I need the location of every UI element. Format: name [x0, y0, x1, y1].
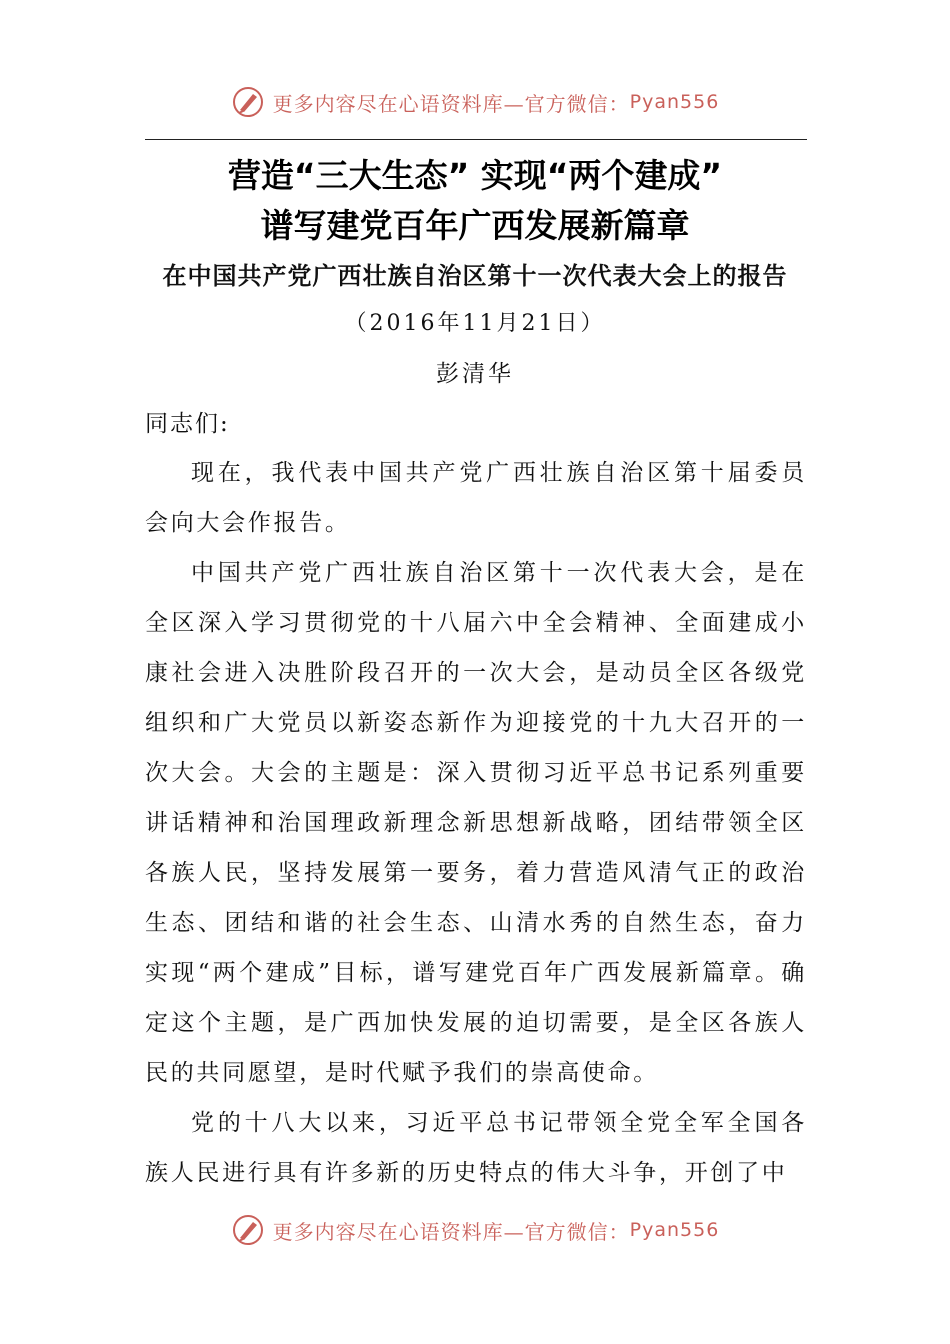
watermark-footer — [0, 1210, 950, 1250]
paragraph: 党的十八大以来，习近平总书记带领全党全军全国各族人民进行具有许多新的历史特点的伟大斗争，开创了中 — [145, 1110, 807, 1186]
paragraph: 中国共产党广西壮族自治区第十一次代表大会，是在全区深入学习贯彻党的十八届六中全会精神、全面建成小康社会进入决胜阶段召开的一次大会，是动员全区各级党组织和广大党员以新姿态新作为迎接党的十九大召开的一次大会。大会的主题是：深入贯彻习近平总书记系列重要讲话精神和治国理政新理念新思想新战略，团结带领全区各族人民，坚持发展第一要务，着力营造风清气正的政治生态、团结和谐的社会生态、山清水秀的自然生态，奋力实现“两个建成”目标，谱写建党百年广西发展新篇章。确定这个主题，是广西加快发展的迫切需要，是全区各族人民的共同愿望，是时代赋予我们的崇高使命。 — [145, 560, 807, 1086]
greeting: 同志们: — [145, 411, 230, 437]
pen-logo-icon — [231, 1213, 265, 1247]
watermark-header — [0, 82, 950, 122]
watermark-handle: Pyan556 — [629, 1219, 720, 1241]
header-divider — [145, 139, 807, 140]
author: 彭清华 — [436, 361, 514, 387]
watermark-text: 更多内容尽在心语资料库—官方微信： — [272, 1219, 630, 1244]
pen-logo-icon — [231, 85, 265, 119]
title-line-1: 营造“三大生态” 实现“两个建成” — [227, 156, 723, 195]
title-line-2: 谱写建党百年广西发展新篇章 — [260, 206, 690, 245]
report-date: （2016年11月21日） — [344, 311, 606, 336]
watermark-handle: Pyan556 — [629, 91, 720, 113]
body-text — [145, 448, 807, 1198]
subtitle: 在中国共产党广西壮族自治区第十一次代表大会上的报告 — [162, 262, 788, 290]
watermark-text: 更多内容尽在心语资料库—官方微信： — [272, 91, 630, 116]
paragraph: 现在，我代表中国共产党广西壮族自治区第十届委员会向大会作报告。 — [145, 460, 807, 536]
